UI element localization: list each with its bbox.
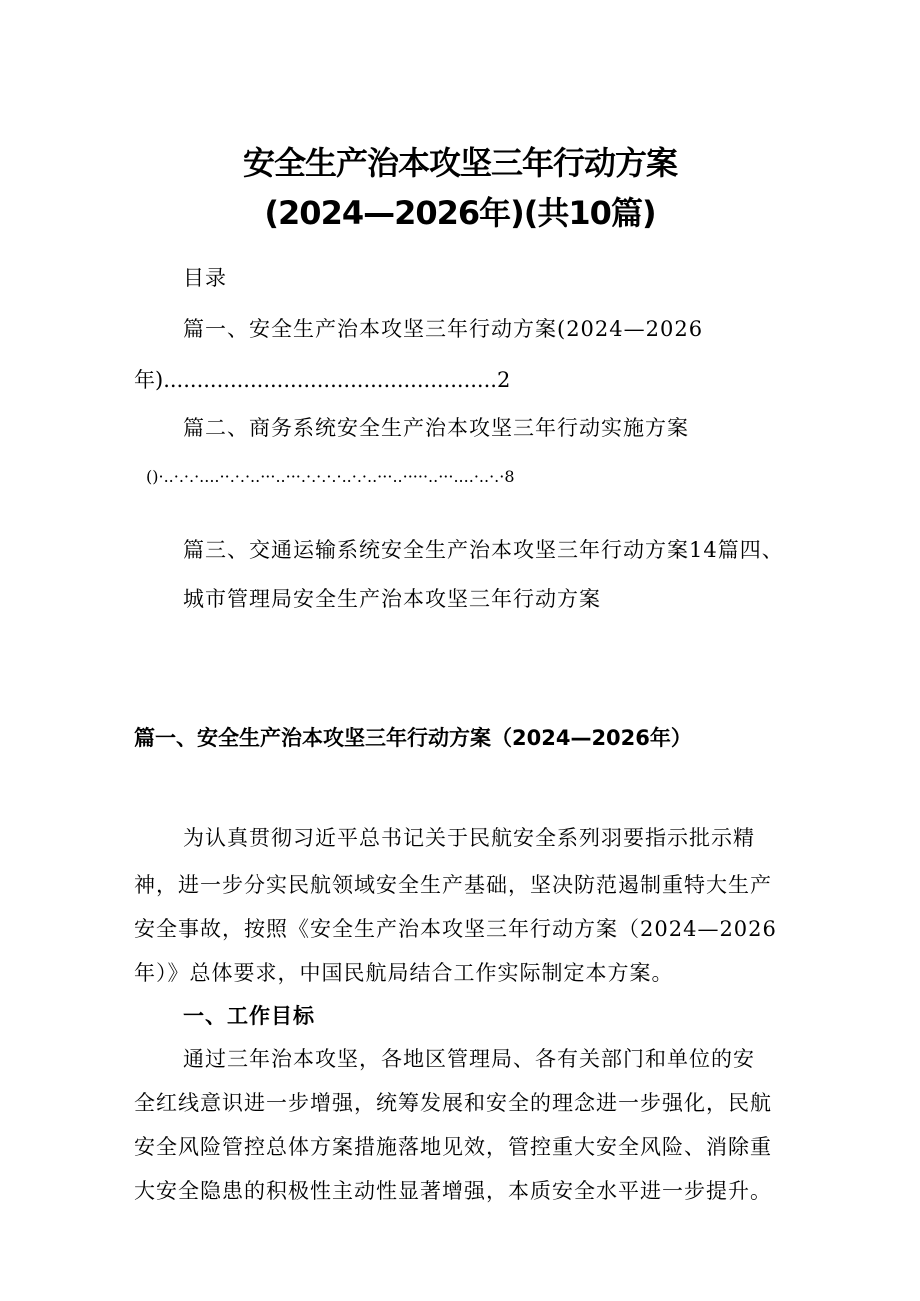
paragraph-line: 安全风险管控总体方案措施落地见效，管控重大安全风险、消除重 (134, 1135, 772, 1159)
paragraph-line: 为认真贯彻习近平总书记关于民航安全系列羽要指示批示精 (183, 826, 755, 850)
section-heading: 篇一、安全生产治本攻坚三年行动方案（2024—2026年） (134, 726, 692, 750)
toc-entry-2-leader: ()·..·.·.·....··.·.·..···..···.·.·.·.·..·.·..···..·····..···....·..·.·8 (146, 467, 515, 486)
toc-entry-1: 篇一、安全生产治本攻坚三年行动方案(2024—2026 (183, 317, 704, 341)
paragraph-line: 通过三年治本攻坚，各地区管理局、各有关部门和单位的安 (183, 1047, 755, 1071)
toc-heading: 目录 (183, 266, 227, 290)
toc-entry-2: 篇二、商务系统安全生产治本攻坚三年行动实施方案 (183, 416, 689, 440)
paragraph-line: 年）》总体要求，中国民航局结合工作实际制定本方案。 (134, 961, 674, 985)
paragraph-line: 安全事故，按照《安全生产治本攻坚三年行动方案（2024—2026 (134, 917, 777, 941)
toc-entry-4: 城市管理局安全生产治本攻坚三年行动方案 (183, 587, 601, 611)
document-subtitle: (2024—2026年)(共10篇) (264, 194, 656, 232)
sub-heading: 一、工作目标 (183, 1003, 315, 1028)
toc-entry-3: 篇三、交通运输系统安全生产治本攻坚三年行动方案14篇四、 (183, 538, 784, 562)
paragraph-line: 神，进一步分实民航领域安全生产基础，坚决防范遏制重特大生产 (134, 873, 772, 897)
paragraph-line: 大安全隐患的积极性主动性显著增强，本质安全水平进一步提升。 (134, 1179, 772, 1203)
document-title: 安全生产治本攻坚三年行动方案 (242, 144, 677, 182)
toc-entry-1-leader: 年)..................................................2 (134, 368, 511, 392)
paragraph-line: 全红线意识进一步增强，统筹发展和安全的理念进一步强化，民航 (134, 1091, 772, 1115)
